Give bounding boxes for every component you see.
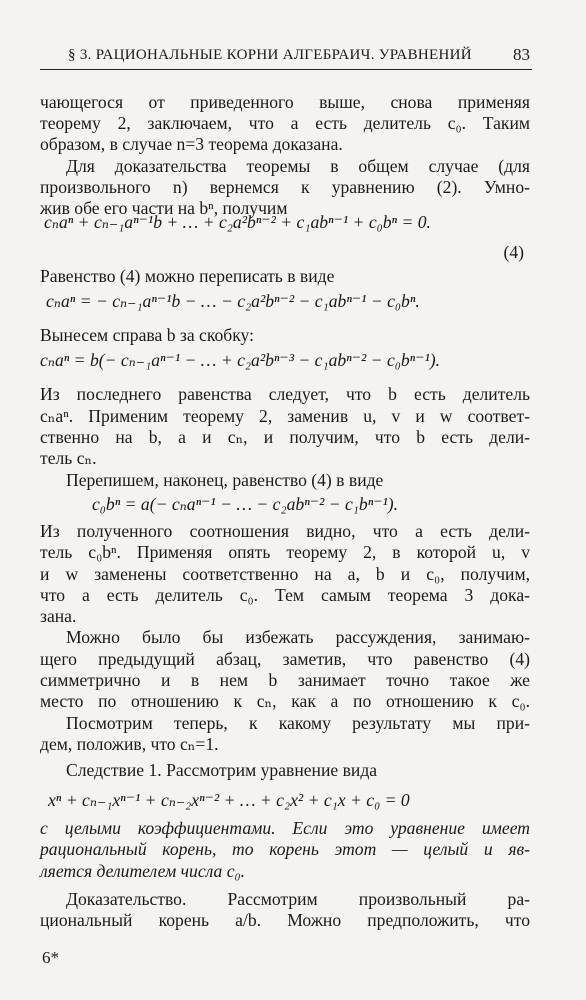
section-title: § 3. РАЦИОНАЛЬНЫЕ КОРНИ АЛГЕБРАИЧ. УРАВНЕНИЙ xyxy=(68,47,472,63)
equation: cₙaⁿ = − cₙ₋₁aⁿ⁻¹b − … − c₂a²bⁿ⁻² − c₁abⁿ⁻¹ − c₀bⁿ. xyxy=(46,291,420,311)
text-line: образом, в случае n=3 теорема доказана. xyxy=(40,134,343,154)
equation-4: cₙaⁿ + cₙ₋₁aⁿ⁻¹b + … + c₂a²bⁿ⁻² + c₁abⁿ⁻¹ + c₀bⁿ = 0. xyxy=(44,212,431,232)
running-header xyxy=(40,45,532,70)
text-line: Вынесем справа b за скобку: xyxy=(40,325,255,345)
text-line: Из полученного соотношения видно, что a есть дели- xyxy=(40,521,530,541)
text-line: Для доказательства теоремы в общем случае (для xyxy=(66,156,530,176)
text-line: симметрично и в нем b занимает точно такое же xyxy=(40,670,530,690)
text-line: циональный корень a/b. Можно предположить, что xyxy=(40,910,530,930)
text-line: чающегося от приведенного выше, снова применяя xyxy=(40,92,530,112)
text-line: Из последнего равенства следует, что b есть делитель xyxy=(40,384,530,404)
text-line: Можно было бы избежать рассуждения, занимаю- xyxy=(66,627,530,647)
text-line: теорему 2, заключаем, что a есть делитель c₀. Таким xyxy=(40,113,530,133)
text-line: тель c₀bⁿ. Применяя опять теорему 2, в которой u, v xyxy=(40,542,530,562)
signature-mark: 6* xyxy=(42,948,59,967)
text-line: ляется делителем числа c₀. xyxy=(40,861,246,881)
text-line: Равенство (4) можно переписать в виде xyxy=(40,266,335,286)
text-line: рациональный корень, то корень этот — целый и яв- xyxy=(40,839,530,859)
text-line: что a есть делитель c₀. Тем самым теорема 3 дока- xyxy=(40,585,530,605)
text-line: и w заменены соответственно на a, b и c₀, получим, xyxy=(40,564,530,584)
text-line: щего предыдущий абзац, заметив, что равенство (4) xyxy=(40,649,530,669)
corollary-heading: Следствие 1. Рассмотрим уравнение вида xyxy=(66,760,378,780)
text-line: дем, положив, что cₙ=1. xyxy=(40,734,219,754)
text-line: ственно на b, a и cₙ, и получим, что b есть дели- xyxy=(40,427,530,447)
text-line: зана. xyxy=(40,606,77,626)
equation: cₙaⁿ = b(− cₙ₋₁aⁿ⁻¹ − … + c₂a²bⁿ⁻³ − c₁abⁿ⁻² − c₀bⁿ⁻¹). xyxy=(40,350,441,370)
text-line: тель cₙ. xyxy=(40,448,97,468)
text-line: жив обе его части на bⁿ, получим xyxy=(40,198,288,218)
text-line: с целыми коэффициентами. Если это уравнение имеет xyxy=(40,818,530,838)
text-line: Перепишем, наконец, равенство (4) в виде xyxy=(66,470,384,490)
text-line: cₙaⁿ. Применим теорему 2, заменив u, v и w соответ- xyxy=(40,406,530,426)
equation: c₀bⁿ = a(− cₙaⁿ⁻¹ − … − c₂abⁿ⁻² − c₁bⁿ⁻¹). xyxy=(92,494,399,514)
equation: xⁿ + cₙ₋₁xⁿ⁻¹ + cₙ₋₂xⁿ⁻² + … + c₂x² + c₁x + c₀ = 0 xyxy=(48,790,410,810)
page-number: 83 xyxy=(513,45,530,64)
equation-number: (4) xyxy=(503,242,524,262)
text-line: Посмотрим теперь, к какому результату мы при- xyxy=(66,713,530,733)
text-line: место по отношению к cₙ, как a по отношению к c₀. xyxy=(40,691,530,711)
text-line: произвольного n) вернемся к уравнению (2). Умно- xyxy=(40,177,530,197)
text-line: Доказательство. Рассмотрим произвольный ра- xyxy=(66,889,530,909)
